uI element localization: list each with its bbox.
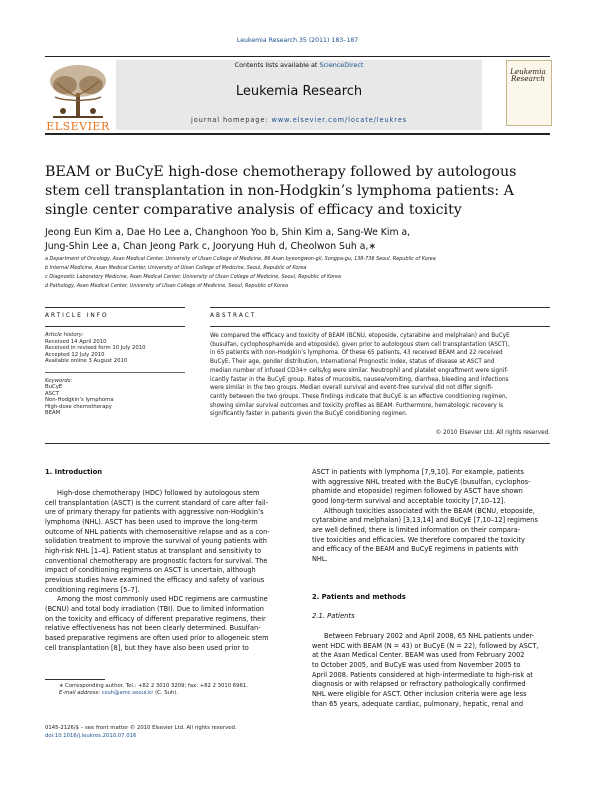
text-line: to October 2005, and BuCyE was used from November 2005 to [312,660,521,669]
text-line: Although toxicities associated with the BEAM (BCNU, etoposide, [324,506,535,515]
affiliation-b: b Internal Medicine, Asan Medical Center, University of Ulsan College of Medicine, Seoul, Republic of Korea [45,265,307,271]
journal-name: Leukemia Research [235,84,363,99]
header-rule-bottom [45,133,550,135]
text-line: tive toxicities and efficacies. We therefore compared the toxicity [312,535,525,544]
elsevier-wordmark: ELSEVIER [46,120,110,133]
text-line: High-dose chemotherapy (HDC) followed by autologous stem [57,489,260,497]
sciencedirect-link[interactable]: ScienceDirect [319,61,364,69]
journal-homepage [116,116,482,124]
article-info [45,332,185,417]
history-revised: Received in revised form 10 July 2010 [45,345,146,351]
corresponding-author-note: ∗ Corresponding author. Tel.: +82 2 3010 3209; fax: +82 2 3010 6961. [59,683,248,689]
text-line: April 2008. Patients considered at high-intermediate to high-risk at [312,670,533,679]
keywords-rule [45,372,185,373]
email-label: E-mail address: [59,690,102,696]
keywords-label: Keywords: [45,377,73,384]
text-line: conditioning regimens [5–7]. [45,585,140,594]
abstract-body [210,332,550,419]
abstract-line: icantly faster in the BuCyE group. Rates of mucositis, nausea/vomiting, diarrhea, bleeding and infections [210,376,509,383]
cover-title: Leukemia Research [510,67,546,83]
text-line: good long-term survival and acceptable toxicity [7,10–12]. [312,496,506,505]
text-line: than 65 years, adequate cardiac, pulmonary, hepatic, renal and [312,699,524,708]
history-accepted: Accepted 12 July 2010 [45,351,105,358]
text-line: cell transplantation (ASCT) is the current standard of care after fail- [45,498,268,507]
homepage-url-link[interactable]: www.elsevier.com/locate/leukres [271,116,408,124]
text-line: on the toxicity and efficacy of different preparative regimens, their [45,614,266,623]
section-2-heading: 2. Patients and methods [312,593,406,601]
affiliation-d: d Pathology, Asan Medical Center, University of Ulsan College of Medicine, Seoul, Republic of Korea [45,283,288,289]
abstract-line: We compared the efficacy and toxicity of BEAM (BCNU, etoposide, cytarabine and melphalan) and BuCyE [210,333,510,339]
keyword: BuCyE [45,384,63,390]
text-line: ure of primary therapy for patients with aggressive non-Hodgkin’s [45,508,264,517]
text-line: high-risk NHL [1–4]. Patient status at transplant and sensitivity to [45,546,262,555]
email-note [59,690,319,697]
keyword: Non-Hodgkin’s lymphoma [45,397,114,403]
text-line: relative effectiveness has not been clearly determined. Busulfan- [45,624,261,633]
abstract-line: were similar in the two groups. Median overall survival and event-free survival did not differ signifi- [210,385,493,392]
text-line: and efficacy of the BEAM and BuCyE regimens in patients with [312,545,519,554]
abstract-line: median number of infused CD34+ cells/kg were similar. Neutrophil and platelet engraftment were signif- [210,367,509,374]
section-2-1-heading: 2.1. Patients [312,612,355,620]
intro-paragraph-1 [45,489,298,653]
text-line: diagnosis or with relapsed or refractory pathologically confirmed [312,680,526,689]
homepage-prefix: journal homepage: [190,116,272,124]
issn-line: 0145-2126/$ – see front matter © 2010 Elsevier Ltd. All rights reserved. [45,725,237,731]
article-title: BEAM or BuCyE high-dose chemotherapy followed by autologous stem cell transplantation in non-Hodgkin’s lymphoma patients: A single center comparative analysis of efficacy and toxicity [45,164,517,218]
text-line: lymphoma (NHL). ASCT has been used to improve the long-term [45,517,258,526]
history-received: Received 14 April 2010 [45,338,107,345]
text-line: Between February 2002 and April 2008, 65 NHL patients under- [324,632,535,640]
abstract-line: significantly faster in patients given the BuCyE conditioning regimen. [210,411,408,418]
text-line: NHL were eligible for ASCT. Other inclusion criteria were age less [312,689,527,698]
text-line: at the Asan Medical Center. BEAM was used from February 2002 [312,651,525,660]
abstract-rule [210,326,550,327]
abstract-line: showing similar survival outcomes and toxicity profiles as BEAM. Furthermore, hematologic recovery is [210,402,504,409]
text-line: are well defined, there is limited information on their compara- [312,525,521,534]
authors-line-2: Jung-Shin Lee a, Chan Jeong Park c, Jooryung Huh d, Cheolwon Suh a,∗ [45,241,377,252]
text-line: NHL. [312,554,328,563]
affiliation-c: c Diagnostic Laboratory Medicine, Asan Medical Center, University of Ulsan College of Medicine, Seoul, Republic of Korea [45,274,342,280]
text-line: Among the most commonly used HDC regimens are carmustine [57,595,268,604]
footnote-rule [45,679,105,680]
abstract-heading: ABSTRACT [210,313,257,319]
text-line: impact of conditioning regimens on ASCT is uncertain, although [45,566,256,575]
text-line: solidation treatment to improve the survival of young patients with [45,537,267,546]
text-line: ASCT in patients with lymphoma [7,9,10]. For example, patients [312,468,524,476]
abstract-line: in 65 patients with non-Hodgkin’s lymphoma. Of these 65 patients, 43 received BEAM and 22 received [210,350,503,357]
doi-link-wrapper [45,732,305,740]
affiliation-a: a Department of Oncology, Asan Medical Center, University of Ulsan College of Medicine, 86 Asan byeongwon-gil, Songpa-gu, 138-736 Seoul, Republic of Korea [45,256,436,262]
history-online: Available online 3 August 2010 [45,358,128,364]
abstract-line: cantly between the two groups. These findings indicate that BuCyE is an effective conditioning regimen, [210,393,508,400]
article-info-rule-top [45,307,185,308]
text-line: cell transplantation [8], but they have also been used prior to [45,643,249,652]
abstract-line: (busulfan, cyclophosphamide and etoposide), given prior to autologous stem cell transplantation (ASCT), [210,341,510,348]
patients-paragraph [312,632,550,709]
text-line: (BCNU) and total body irradiation (TBI). Due to limited information [45,604,264,613]
keyword: High-dose chemotherapy [45,403,112,410]
text-line: previous studies have examined the efficacy and safety of various [45,575,265,584]
text-line: phamide and etoposide) regimen followed by ASCT have shown [312,487,523,496]
issn-doi [45,724,305,740]
keyword: ASCT [45,390,59,397]
authors [45,226,550,254]
text-line: conventional chemotherapy are prognostic factors for survival. The [45,556,268,565]
article-info-rule [45,326,185,327]
abstract-rule-top [210,307,550,308]
copyright: © 2010 Elsevier Ltd. All rights reserved. [435,430,550,436]
right-column-text [312,468,550,565]
section-1-heading: 1. Introduction [45,468,103,476]
keyword: BEAM [45,410,61,416]
text-line: with aggressive NHL treated with the BuCyE (busulfan, cyclophos- [312,477,531,486]
history-label: Article history: [45,332,84,338]
contents-available [116,61,482,69]
email-suffix: (C. Suh). [153,690,179,696]
text-line: went HDC with BEAM (N = 43) or BuCyE (N = 22), followed by ASCT, [312,641,539,650]
contents-prefix: Contents lists available at [234,61,320,69]
email-link[interactable]: csuh@amc.seoul.kr [101,690,154,696]
text-line: based preparative regimens are often used prior to allogeneic stem [45,633,269,642]
doi-link[interactable]: doi:10.1016/j.leukres.2010.07.016 [45,733,137,739]
header-rule-top [45,56,550,57]
body-separator-rule [45,443,550,444]
text-line: outcome of NHL patients with chemosensitive relapse and as a con- [45,527,270,536]
abstract-line: BuCyE. Their age, gender distribution, International Prognostic Index, status of disease at ASCT and [210,359,495,366]
text-line: cytarabine and melphalan) [3,13,14] and BuCyE [7,10–12] regimens [312,516,538,525]
journal-citation[interactable]: Leukemia Research 35 (2011) 183–187 [236,37,359,44]
article-info-heading: ARTICLE INFO [45,313,109,319]
footnote [45,683,319,697]
authors-line-1: Jeong Eun Kim a, Dae Ho Lee a, Changhoon Yoo b, Shin Kim a, Sang-We Kim a, [45,227,411,238]
